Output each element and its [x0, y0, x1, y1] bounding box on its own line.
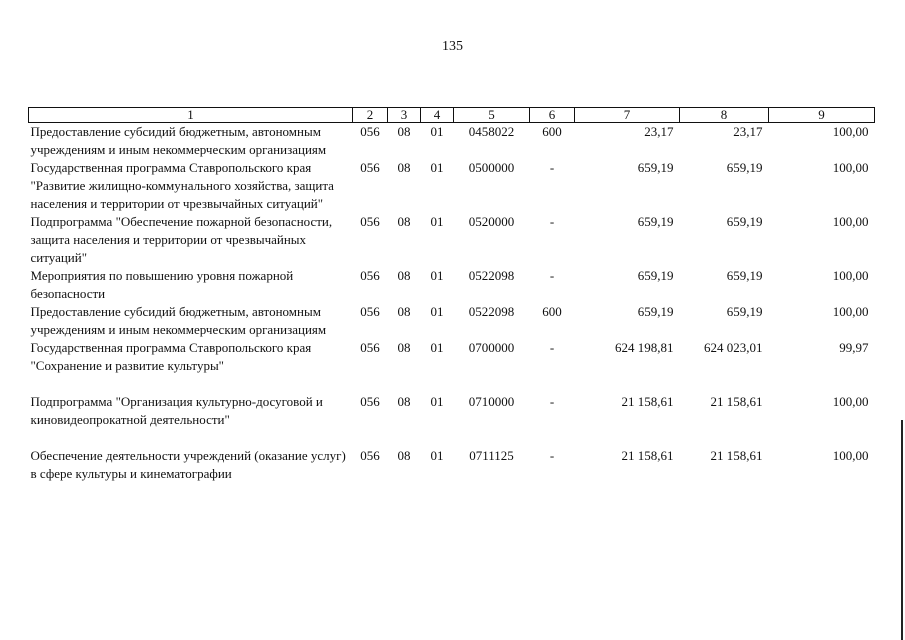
section-code: 08 — [397, 394, 411, 409]
target-article-code: 0520000 — [468, 214, 515, 229]
target-article-code: 0711125 — [469, 448, 514, 463]
section-code: 08 — [397, 124, 411, 139]
execution-percent: 100,00 — [832, 124, 869, 139]
row-name: Государственная программа Ставропольского края "Сохранение и развитие культуры" — [30, 340, 312, 373]
table-row — [29, 159, 875, 213]
expense-type-code: - — [549, 214, 555, 229]
planned-amount: 23,17 — [644, 124, 674, 139]
target-article-code: 0700000 — [468, 340, 515, 355]
subsection-code: 01 — [430, 304, 444, 319]
ministry-code: 056 — [360, 340, 380, 355]
column-header: 4 — [421, 108, 454, 123]
expense-type-code: 600 — [542, 124, 562, 139]
column-header: 3 — [388, 108, 421, 123]
executed-amount: 624 023,01 — [704, 340, 763, 355]
row-name: Предоставление субсидий бюджетным, автономным учреждениям и иным некоммерческим организациям — [30, 124, 327, 157]
target-article-code: 0458022 — [468, 124, 515, 139]
table-row — [29, 267, 875, 303]
execution-percent: 100,00 — [832, 304, 869, 319]
execution-percent: 100,00 — [832, 394, 869, 409]
row-name: Мероприятия по повышению уровня пожарной безопасности — [30, 268, 294, 301]
subsection-code: 01 — [430, 160, 444, 175]
planned-amount: 659,19 — [637, 214, 674, 229]
subsection-code: 01 — [430, 214, 444, 229]
subsection-code: 01 — [430, 340, 444, 355]
target-article-code: 0522098 — [468, 304, 515, 319]
ministry-code: 056 — [360, 160, 380, 175]
row-name: Обеспечение деятельности учреждений (оказание услуг) в сфере культуры и кинематографии — [30, 448, 346, 481]
executed-amount: 659,19 — [726, 268, 763, 283]
section-code: 08 — [397, 214, 411, 229]
row-name: Подпрограмма "Организация культурно-досуговой и киновидеопрокатной деятельности" — [30, 394, 323, 427]
table-row — [29, 393, 875, 447]
column-header: 1 — [29, 108, 353, 123]
executed-amount: 659,19 — [726, 304, 763, 319]
table-row — [29, 447, 875, 483]
expense-type-code: - — [549, 448, 555, 463]
execution-percent: 100,00 — [832, 214, 869, 229]
planned-amount: 21 158,61 — [621, 448, 674, 463]
executed-amount: 659,19 — [726, 160, 763, 175]
row-name: Государственная программа Ставропольского края "Развитие жилищно-коммунального хозяйства, защита населения и территории от чрезвычайных ситуаций" — [30, 160, 334, 211]
subsection-code: 01 — [430, 448, 444, 463]
section-code: 08 — [397, 340, 411, 355]
ministry-code: 056 — [360, 268, 380, 283]
column-header: 8 — [680, 108, 769, 123]
section-code: 08 — [397, 448, 411, 463]
budget-table — [28, 107, 875, 483]
expense-type-code: - — [549, 160, 555, 175]
section-code: 08 — [397, 304, 411, 319]
page-number: 135 — [442, 39, 463, 54]
table-row — [29, 339, 875, 393]
execution-percent: 100,00 — [832, 160, 869, 175]
expense-type-code: - — [549, 268, 555, 283]
ministry-code: 056 — [360, 304, 380, 319]
ministry-code: 056 — [360, 394, 380, 409]
column-header: 2 — [353, 108, 388, 123]
ministry-code: 056 — [360, 448, 380, 463]
row-name: Предоставление субсидий бюджетным, автономным учреждениям и иным некоммерческим организациям — [30, 304, 327, 337]
table-header-row — [29, 108, 875, 123]
ministry-code: 056 — [360, 214, 380, 229]
column-header: 5 — [454, 108, 530, 123]
subsection-code: 01 — [430, 124, 444, 139]
planned-amount: 659,19 — [637, 304, 674, 319]
scan-edge-line — [901, 420, 903, 640]
target-article-code: 0522098 — [468, 268, 515, 283]
execution-percent: 100,00 — [832, 448, 869, 463]
expense-type-code: 600 — [542, 304, 562, 319]
table-row — [29, 213, 875, 267]
executed-amount: 659,19 — [726, 214, 763, 229]
table-row — [29, 123, 875, 160]
target-article-code: 0500000 — [468, 160, 515, 175]
planned-amount: 659,19 — [637, 160, 674, 175]
column-header: 9 — [769, 108, 875, 123]
subsection-code: 01 — [430, 268, 444, 283]
expense-type-code: - — [549, 394, 555, 409]
column-header: 6 — [530, 108, 575, 123]
expense-type-code: - — [549, 340, 555, 355]
ministry-code: 056 — [360, 124, 380, 139]
section-code: 08 — [397, 268, 411, 283]
planned-amount: 21 158,61 — [621, 394, 674, 409]
planned-amount: 624 198,81 — [615, 340, 674, 355]
row-name: Подпрограмма "Обеспечение пожарной безопасности, защита населения и территории от чрезвычайных ситуаций" — [30, 214, 333, 265]
table-row — [29, 303, 875, 339]
execution-percent: 100,00 — [832, 268, 869, 283]
execution-percent: 99,97 — [839, 340, 869, 355]
executed-amount: 23,17 — [733, 124, 763, 139]
subsection-code: 01 — [430, 394, 444, 409]
executed-amount: 21 158,61 — [710, 448, 763, 463]
section-code: 08 — [397, 160, 411, 175]
target-article-code: 0710000 — [468, 394, 515, 409]
planned-amount: 659,19 — [637, 268, 674, 283]
column-header: 7 — [575, 108, 680, 123]
executed-amount: 21 158,61 — [710, 394, 763, 409]
